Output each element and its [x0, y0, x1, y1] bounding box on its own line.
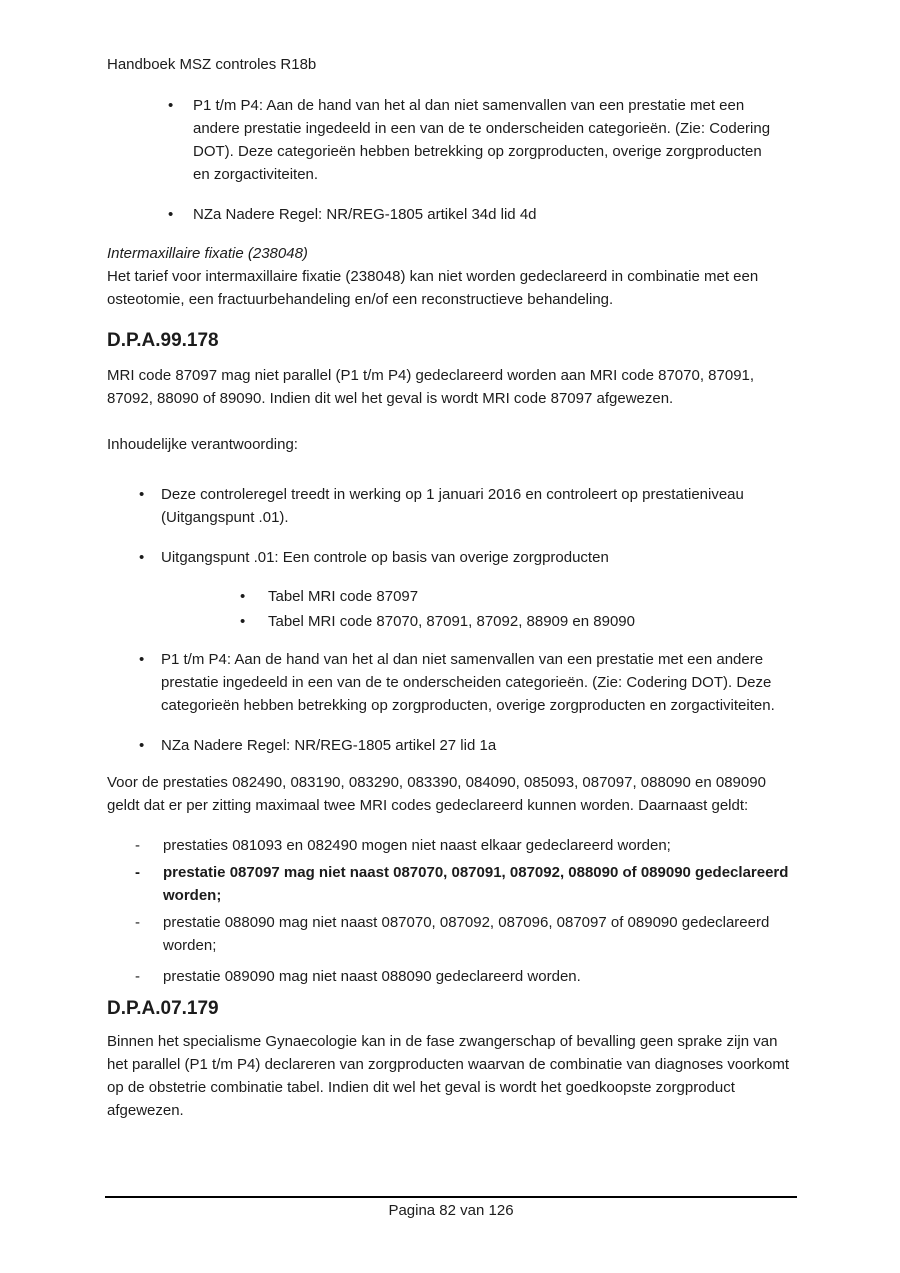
dash-item [135, 965, 795, 988]
document-header-title: Handboek MSZ controles R18b [107, 56, 317, 73]
dash-item-text: prestaties 081093 en 082490 mogen niet naast elkaar gedeclareerd worden; [163, 837, 671, 854]
footer-rule [105, 1196, 797, 1198]
dpa-07-179-body: Binnen het specialisme Gynaecologie kan in de fase zwangerschap of bevalling geen sprake zijn van het parallel (P1 t/m P4) declareren van zorgproducten waarvan de combinatie van diagnoses voorkomt op de obstetrie combinatie tabel. Indien dit wel het geval is wordt het goedkoopste zorgproduct afgewezen. [107, 1033, 790, 1119]
bullet-item [168, 94, 778, 186]
bullet-item [168, 203, 778, 226]
intro-bullet-list [168, 94, 795, 226]
tabel-sub-bullet-list [240, 585, 795, 633]
verantwoording-bullet-list-a [139, 483, 795, 569]
intermaxillaire-heading: Intermaxillaire fixatie (238048) [107, 245, 308, 262]
section-heading-dpa-07-179: D.P.A.07.179 [107, 998, 219, 1019]
page-footer [105, 1196, 797, 1222]
bullet-text: Deze controleregel treedt in werking op 1 januari 2016 en controleert op prestatieniveau (Uitgangspunt .01). [161, 486, 744, 526]
bullet-item [139, 483, 795, 529]
verantwoording-label: Inhoudelijke verantwoording: [107, 436, 298, 453]
verantwoording-bullet-list-b [139, 648, 795, 757]
bullet-item [139, 648, 795, 717]
sub-bullet-text: Tabel MRI code 87070, 87091, 87092, 88909 en 89090 [268, 613, 635, 630]
dash-item-text: prestatie 089090 mag niet naast 088090 gedeclareerd worden. [163, 968, 581, 985]
bullet-text: NZa Nadere Regel: NR/REG-1805 artikel 27 lid 1a [161, 737, 497, 754]
bullet-text: P1 t/m P4: Aan de hand van het al dan niet samenvallen van een prestatie met een andere prestatie ingedeeld in een van de te onderscheiden categorieën. (Zie: Codering DOT). Deze categorieën hebben betrekking op zorgproducten, overige zorgproducten en zorgactiviteiten. [161, 651, 775, 714]
sub-bullet-item [240, 585, 788, 608]
dash-item-text: prestatie 087097 mag niet naast 087070, 087091, 087092, 088090 of 089090 gedeclareerd worden; [163, 864, 789, 904]
page-number: Pagina 82 van 126 [388, 1202, 514, 1219]
dash-item [135, 861, 795, 907]
bullet-text: P1 t/m P4: Aan de hand van het al dan niet samenvallen van een prestatie met een andere prestatie ingedeeld in een van de te onderscheiden categorieën. (Zie: Codering DOT). Deze categorieën hebben betrekking op zorgproducten, overige zorgproducten en zorgactiviteiten. [193, 97, 771, 183]
section-heading-dpa-99-178: D.P.A.99.178 [107, 330, 219, 351]
intermaxillaire-body: Het tarief voor intermaxillaire fixatie (238048) kan niet worden gedeclareerd in combinatie met een osteotomie, een fractuurbehandeling en/of een reconstructieve behandeling. [107, 268, 759, 308]
dash-item [135, 834, 795, 857]
sub-bullet-item [240, 610, 788, 633]
prestaties-paragraph: Voor de prestaties 082490, 083190, 083290, 083390, 084090, 085093, 087097, 088090 en 089090 geldt dat er per zitting maximaal twee MRI codes gedeclareerd kunnen worden. Daarnaast geldt: [107, 774, 766, 814]
bullet-item [139, 734, 795, 757]
bullet-text: Uitgangspunt .01: Een controle op basis van overige zorgproducten [161, 549, 609, 566]
prestaties-dash-list [135, 834, 795, 988]
dash-item [135, 911, 795, 957]
bullet-text: NZa Nadere Regel: NR/REG-1805 artikel 34d lid 4d [193, 206, 537, 223]
sub-bullet-text: Tabel MRI code 87097 [268, 588, 419, 605]
dash-item-text: prestatie 088090 mag niet naast 087070, 087092, 087096, 087097 of 089090 gedeclareerd worden; [163, 914, 770, 954]
bullet-item [139, 546, 795, 569]
dpa-99-178-intro: MRI code 87097 mag niet parallel (P1 t/m P4) gedeclareerd worden aan MRI code 87070, 87091, 87092, 88090 of 89090. Indien dit wel het geval is wordt MRI code 87097 afgewezen. [107, 367, 755, 407]
